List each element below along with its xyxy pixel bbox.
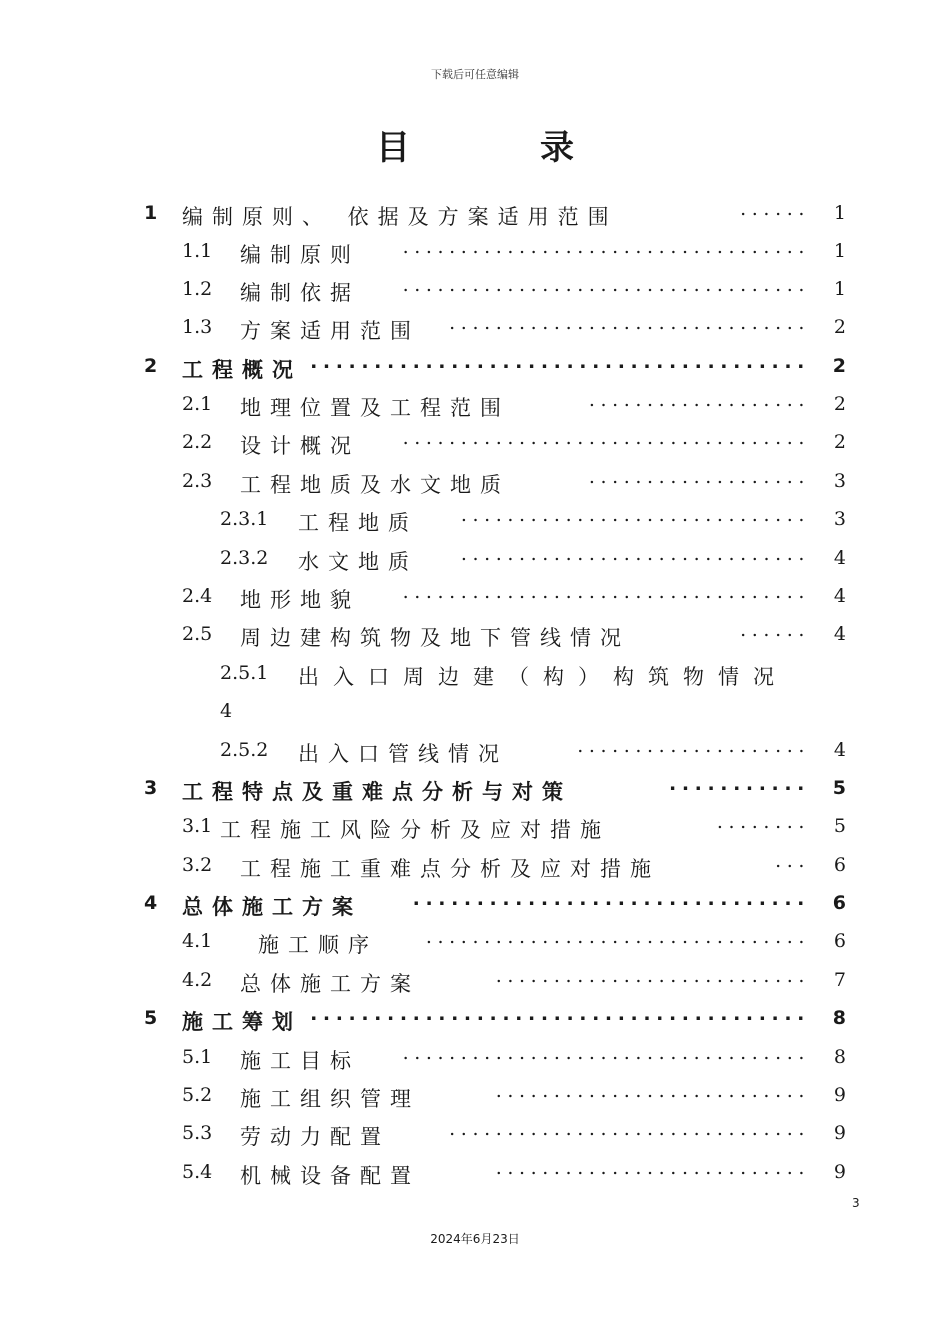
toc-entry-label: 编制原则、 依据及方案适用范围 — [182, 205, 618, 229]
toc-entry-page: 4 — [833, 547, 846, 569]
toc-entry-leader: .............................. — [460, 504, 810, 526]
toc-entry-label: 出入口管线情况 — [298, 742, 508, 766]
toc-entry[interactable] — [0, 464, 950, 502]
toc-entry-number: 1.1 — [182, 240, 213, 262]
toc-entry-label: 编制原则 — [240, 243, 360, 267]
toc-entry-leader: ........................... — [495, 1157, 810, 1179]
toc-entry[interactable] — [0, 809, 950, 847]
toc-entry-number: 1.3 — [182, 316, 213, 338]
toc-entry-leader: ................................... — [402, 274, 810, 296]
toc-entry-page: 2 — [833, 431, 846, 453]
toc-entry-page: 9 — [833, 1084, 846, 1106]
toc-entry-leader: ................................... — [402, 1042, 810, 1064]
toc-entry-label: 总体施工方案 — [240, 972, 420, 996]
toc-entry-number: 5.1 — [182, 1046, 213, 1068]
toc-entry-label: 出入口周边建（构）构筑物情况 — [298, 665, 788, 689]
toc-entry[interactable] — [0, 387, 950, 425]
toc-entry-leader: ....................................... — [310, 351, 810, 373]
toc-entry-label: 工程特点及重难点分析与对策 — [182, 780, 572, 804]
toc-entry-number: 2.3.2 — [220, 547, 269, 569]
toc-entry-leader: .................... — [577, 735, 810, 757]
toc-entry-leader: ........................... — [495, 1080, 810, 1102]
toc-entry[interactable] — [0, 617, 950, 655]
toc-entry-leader: ........................... — [495, 965, 810, 987]
toc-entry-continuation — [0, 694, 950, 732]
toc-entry[interactable] — [0, 425, 950, 463]
toc-entry-leader: ............................... — [449, 1118, 810, 1140]
toc-entry-label: 劳动力配置 — [240, 1125, 390, 1149]
toc-entry-leader: ................... — [588, 466, 810, 488]
toc-entry-number: 3 — [144, 777, 158, 799]
toc-entry-label: 地理位置及工程范围 — [240, 396, 510, 420]
toc-entry-number: 2.5.2 — [220, 739, 269, 761]
toc-entry-label: 编制依据 — [240, 281, 360, 305]
toc-entry-leader: ................... — [588, 389, 810, 411]
toc-entry[interactable] — [0, 886, 950, 924]
toc-entry-label: 工程概况 — [182, 358, 302, 382]
toc-entry-leader: ................................. — [425, 926, 810, 948]
toc-entry-page: 7 — [833, 969, 846, 991]
toc-entry[interactable] — [0, 924, 950, 962]
toc-entry-page: 5 — [833, 815, 846, 837]
toc-entry-leader: ................................... — [402, 427, 810, 449]
toc-entry-page: 5 — [832, 777, 846, 799]
toc-entry-label: 总体施工方案 — [182, 895, 362, 919]
toc-entry-leader: .............................. — [460, 543, 810, 565]
toc-entry-leader: ...... — [740, 619, 810, 641]
toc-entry[interactable] — [0, 733, 950, 771]
toc-entry-leader: ................................... — [402, 236, 810, 258]
toc-entry-number: 2.3.1 — [220, 508, 269, 530]
toc-entry[interactable] — [0, 1155, 950, 1193]
toc-entry-page: 9 — [833, 1122, 846, 1144]
toc-entry-number: 1 — [144, 202, 158, 224]
toc-entry-label: 地形地貌 — [240, 588, 360, 612]
toc-entry-page: 2 — [832, 355, 846, 377]
toc-entry-label: 施工目标 — [240, 1049, 360, 1073]
toc-entry-number: 4.1 — [182, 930, 213, 952]
toc-entry-leader: ........ — [716, 811, 810, 833]
header-note: 下载后可任意编辑 — [431, 68, 519, 81]
toc-entry[interactable] — [0, 1040, 950, 1078]
toc-entry-label: 方案适用范围 — [240, 319, 420, 343]
toc-entry[interactable] — [0, 234, 950, 272]
toc-entry[interactable] — [0, 310, 950, 348]
toc-entry-label: 施工组织管理 — [240, 1087, 420, 1111]
toc-entry-number: 2.4 — [182, 585, 213, 607]
toc-entry-label: 施工筹划 — [182, 1010, 302, 1034]
toc-entry-page: 3 — [833, 470, 846, 492]
toc-entry-number: 4.2 — [182, 969, 213, 991]
toc-entry-page: 6 — [832, 892, 846, 914]
toc-entry-label: 机械设备配置 — [240, 1164, 420, 1188]
toc-entry-number: 2.5.1 — [220, 662, 269, 684]
footer-date: 2024年6月23日 — [430, 1232, 520, 1246]
toc-entry-leader: ............................... — [412, 888, 810, 910]
toc-entry-page: 1 — [833, 202, 846, 224]
toc-entry-leader: ................................... — [402, 581, 810, 603]
toc-entry-page: 6 — [833, 930, 846, 952]
toc-entry-page: 6 — [833, 854, 846, 876]
toc-entry[interactable] — [0, 196, 950, 234]
toc-entry[interactable] — [0, 1001, 950, 1039]
toc-entry-label: 水文地质 — [298, 550, 418, 574]
toc-entry[interactable] — [0, 541, 950, 579]
toc-entry-page: 4 — [833, 623, 846, 645]
toc-entry-label: 周边建构筑物及地下管线情况 — [240, 626, 630, 650]
toc-entry[interactable] — [0, 656, 950, 694]
toc-entry-number: 2.5 — [182, 623, 213, 645]
toc-entry[interactable] — [0, 1116, 950, 1154]
toc-title: 目 录 — [376, 128, 622, 168]
toc-entry-page: 8 — [832, 1007, 846, 1029]
toc-entry[interactable] — [0, 1078, 950, 1116]
page-number: 3 — [852, 1196, 860, 1210]
toc-entry-number: 2.3 — [182, 470, 213, 492]
toc-entry-label: 工程地质及水文地质 — [240, 473, 510, 497]
toc-entry-number: 4 — [144, 892, 158, 914]
toc-entry-number: 2 — [144, 355, 158, 377]
toc-entry-page: 2 — [833, 316, 846, 338]
toc-entry-label: 设计概况 — [240, 434, 360, 458]
toc-entry[interactable] — [0, 848, 950, 886]
toc-entry[interactable] — [0, 502, 950, 540]
toc-entry-number: 2.2 — [182, 431, 213, 453]
toc-entry-leader: ....................................... — [310, 1003, 810, 1025]
toc-entry-number: 5.3 — [182, 1122, 213, 1144]
toc-entry[interactable] — [0, 349, 950, 387]
toc-entry[interactable] — [0, 771, 950, 809]
toc-entry-leader: ... — [775, 850, 810, 872]
toc-entry-page: 8 — [833, 1046, 846, 1068]
toc-entry-leader: ............................... — [449, 312, 810, 334]
toc-entry-page: 9 — [833, 1161, 846, 1183]
toc-entry-number: 5.2 — [182, 1084, 213, 1106]
toc-entry-number: 5.4 — [182, 1161, 213, 1183]
toc-entry[interactable] — [0, 272, 950, 310]
toc-entry-page: 4 — [833, 739, 846, 761]
toc-entry-number: 1.2 — [182, 278, 213, 300]
toc-entry-page: 4 — [220, 700, 233, 722]
toc-entry-number: 3.1 — [182, 815, 213, 837]
toc-entry-number: 2.1 — [182, 393, 213, 415]
toc-entry-label: 工程地质 — [298, 511, 418, 535]
toc-entry-number: 3.2 — [182, 854, 213, 876]
toc-entry[interactable] — [0, 579, 950, 617]
toc-entry-label: 施工顺序 — [258, 933, 378, 957]
toc-entry-page: 1 — [833, 278, 846, 300]
toc-entry-label: 工程施工重难点分析及应对措施 — [240, 857, 660, 881]
toc-entry-leader: ........... — [669, 773, 810, 795]
toc-entry-page: 3 — [833, 508, 846, 530]
toc-entry-number: 5 — [144, 1007, 158, 1029]
toc-entry-label: 工程施工风险分析及应对措施 — [220, 818, 610, 842]
toc-entry-page: 2 — [833, 393, 846, 415]
toc-entry-page: 4 — [833, 585, 846, 607]
toc-entry[interactable] — [0, 963, 950, 1001]
toc-entry-leader: ...... — [740, 198, 810, 220]
toc-entry-page: 1 — [833, 240, 846, 262]
